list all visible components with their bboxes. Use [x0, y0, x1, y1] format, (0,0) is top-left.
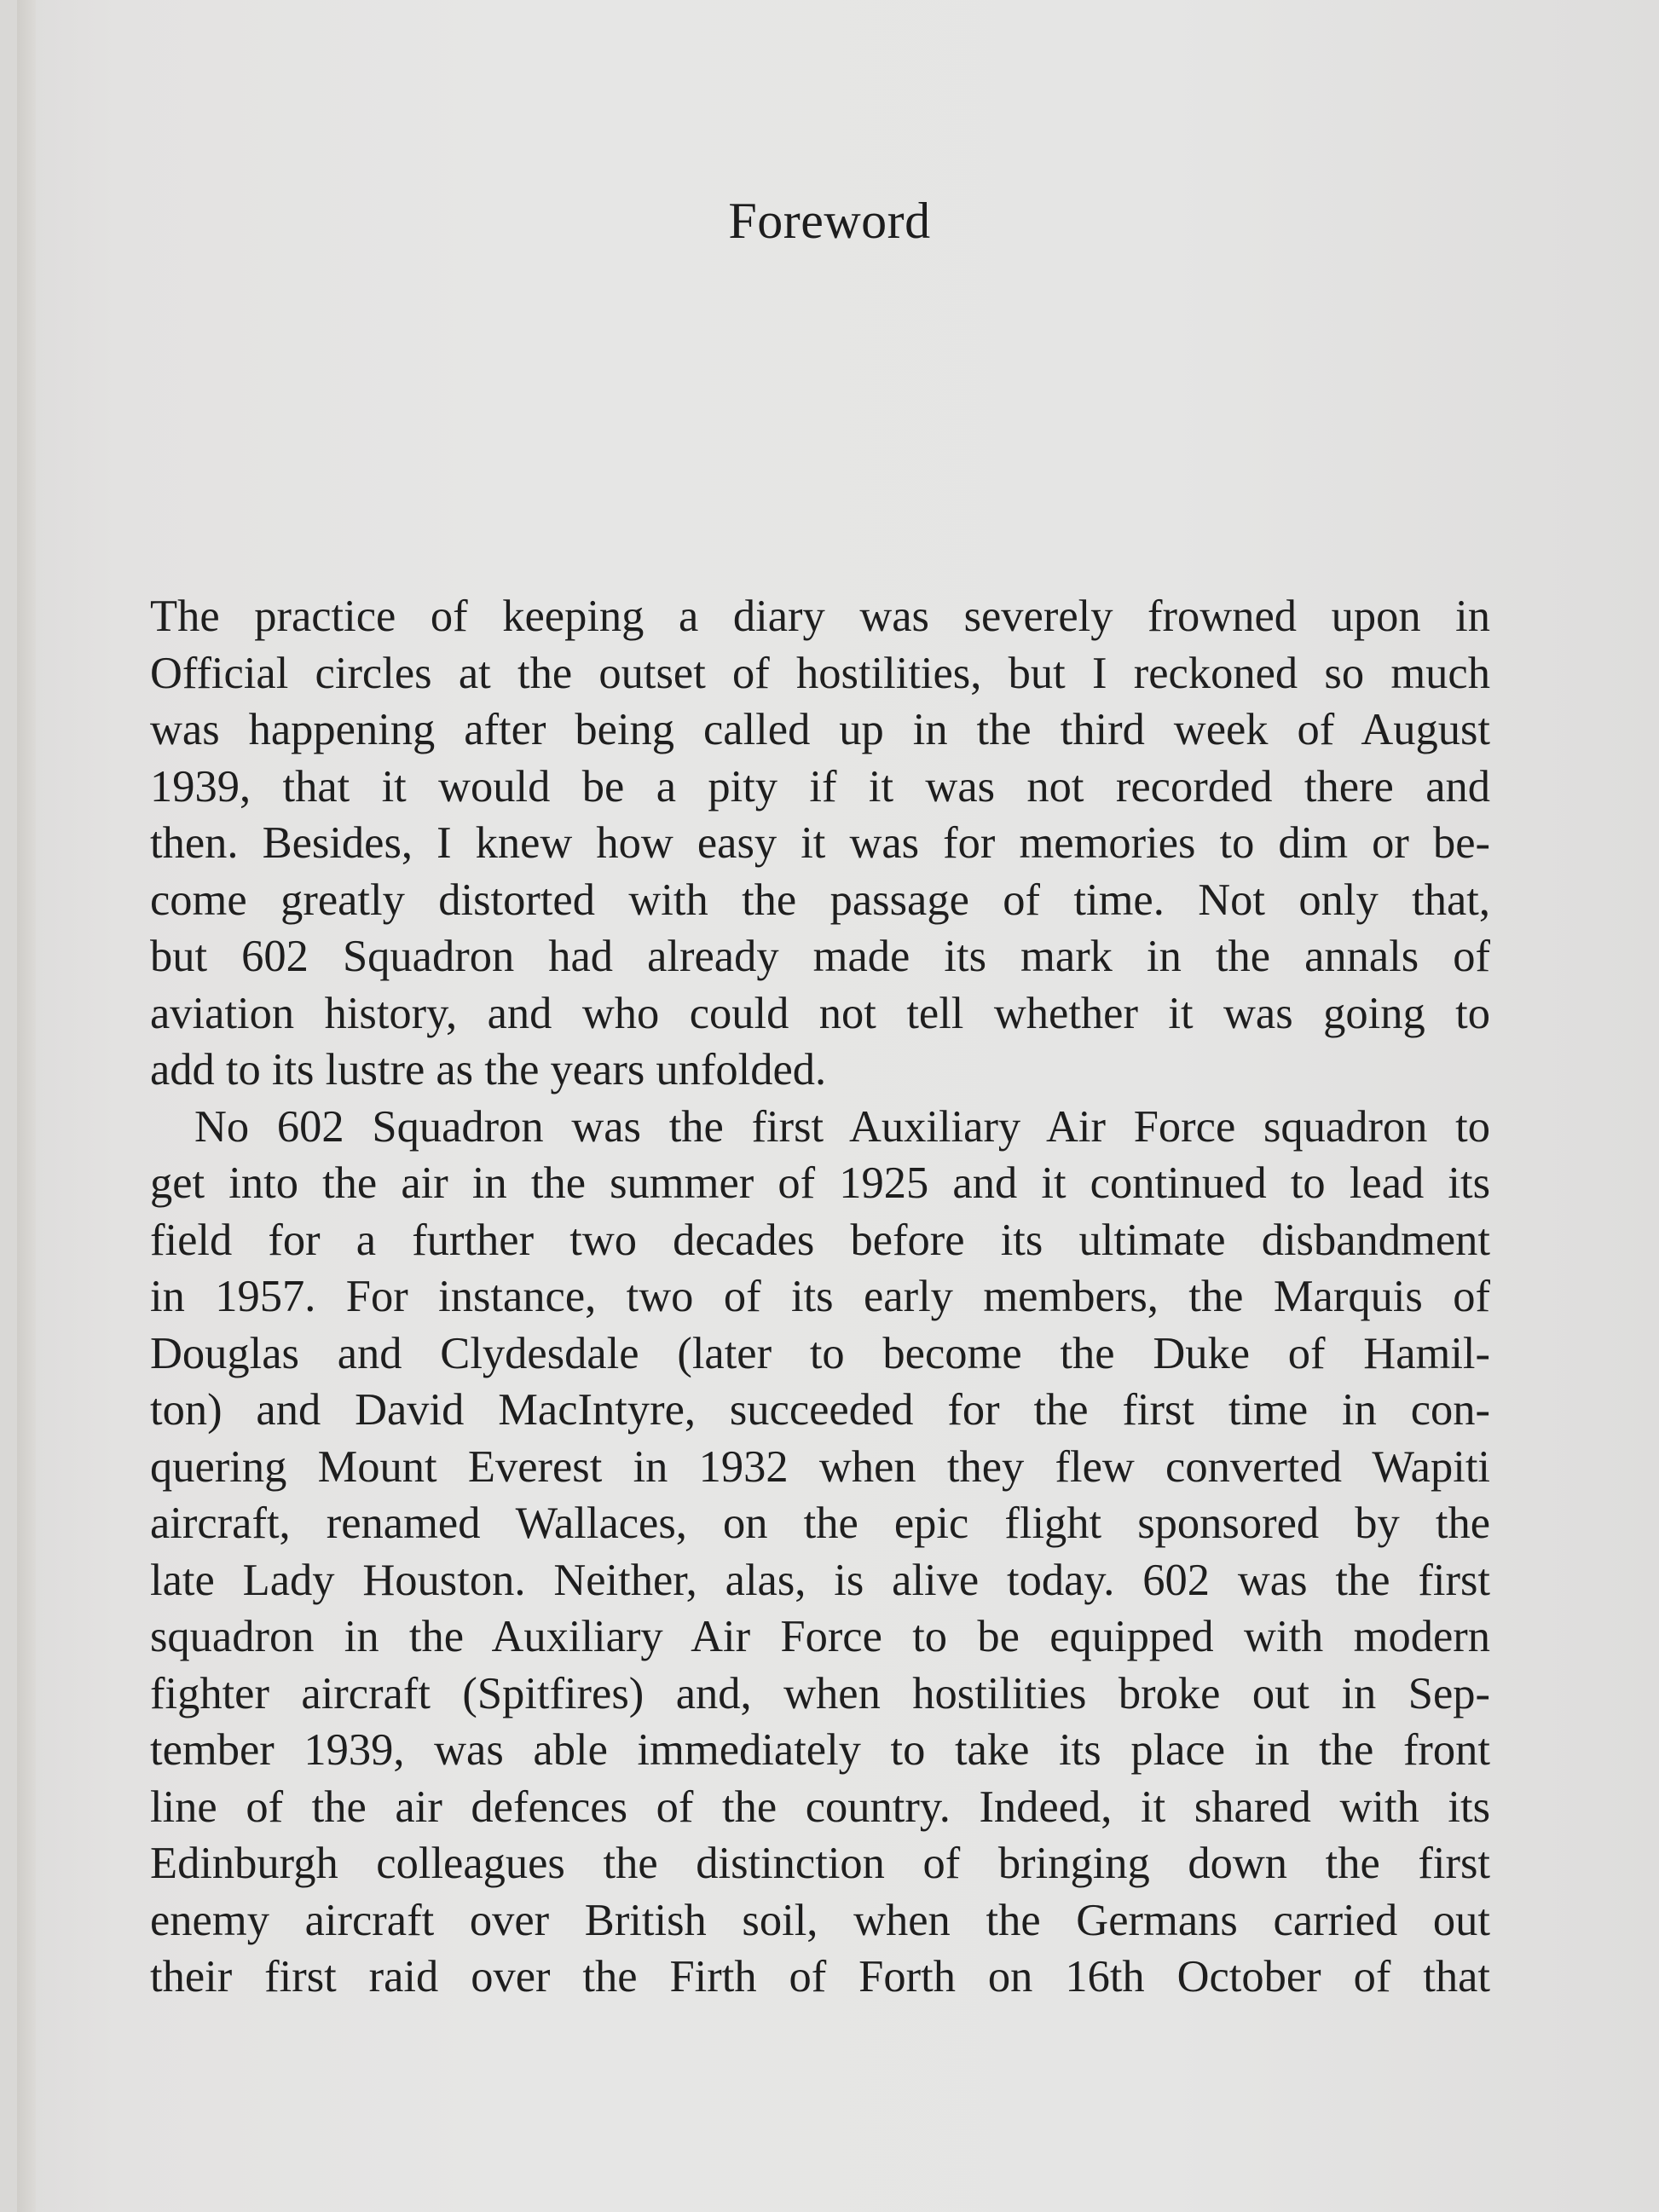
text-line: No 602 Squadron was the first Auxiliary Air Force squadron to: [194, 1101, 1490, 1152]
text-line: in 1957. For instance, two of its early members, the Marquis of: [150, 1272, 1490, 1321]
body-text: [150, 588, 1490, 2006]
text-line: get into the air in the summer of 1925 and it continued to lead its: [150, 1158, 1490, 1208]
text-line: field for a further two decades before its ultimate disbandment: [150, 1215, 1490, 1265]
text-line: add to its lustre as the years unfolded.: [150, 1045, 827, 1094]
text-line: quering Mount Everest in 1932 when they flew converted Wapiti: [150, 1441, 1490, 1492]
text-line: late Lady Houston. Neither, alas, is alive today. 602 was the first: [150, 1555, 1490, 1605]
text-line: tember 1939, was able immediately to take its place in the front: [150, 1725, 1490, 1775]
text-line: ton) and David MacIntyre, succeeded for the first time in con-: [150, 1385, 1490, 1435]
text-line: come greatly distorted with the passage of time. Not only that,: [150, 875, 1490, 925]
text-line: The practice of keeping a diary was severely frowned upon in: [150, 592, 1490, 641]
text-line: aviation history, and who could not tell whether it was going to: [150, 988, 1490, 1038]
text-line: enemy aircraft over British soil, when the Germans carried out: [150, 1895, 1490, 1945]
text-line: was happening after being called up in the third week of August: [150, 705, 1490, 754]
text-line: aircraft, renamed Wallaces, on the epic flight sponsored by the: [150, 1499, 1490, 1548]
page-heading: Foreword: [728, 193, 931, 249]
text-line: but 602 Squadron had already made its mark in the annals of: [150, 932, 1490, 981]
text-line: 1939, that it would be a pity if it was not recorded there and: [150, 761, 1490, 811]
text-line: Douglas and Clydesdale (later to become the Duke of Hamil-: [150, 1328, 1490, 1378]
text-line: their first raid over the Firth of Forth on 16th October of that: [150, 1952, 1490, 2001]
text-line: then. Besides, I knew how easy it was for memories to dim or be-: [150, 818, 1490, 868]
text-line: Edinburgh colleagues the distinction of bringing down the first: [150, 1839, 1490, 1888]
text-line: squadron in the Auxiliary Air Force to be equipped with modern: [150, 1612, 1490, 1661]
text-line: Official circles at the outset of hostilities, but I reckoned so much: [150, 648, 1490, 698]
text-line: line of the air defences of the country. Indeed, it shared with its: [150, 1782, 1490, 1832]
page-gutter-edge: [17, 0, 36, 2212]
text-line: fighter aircraft (Spitfires) and, when hostilities broke out in Sep-: [150, 1668, 1490, 1718]
